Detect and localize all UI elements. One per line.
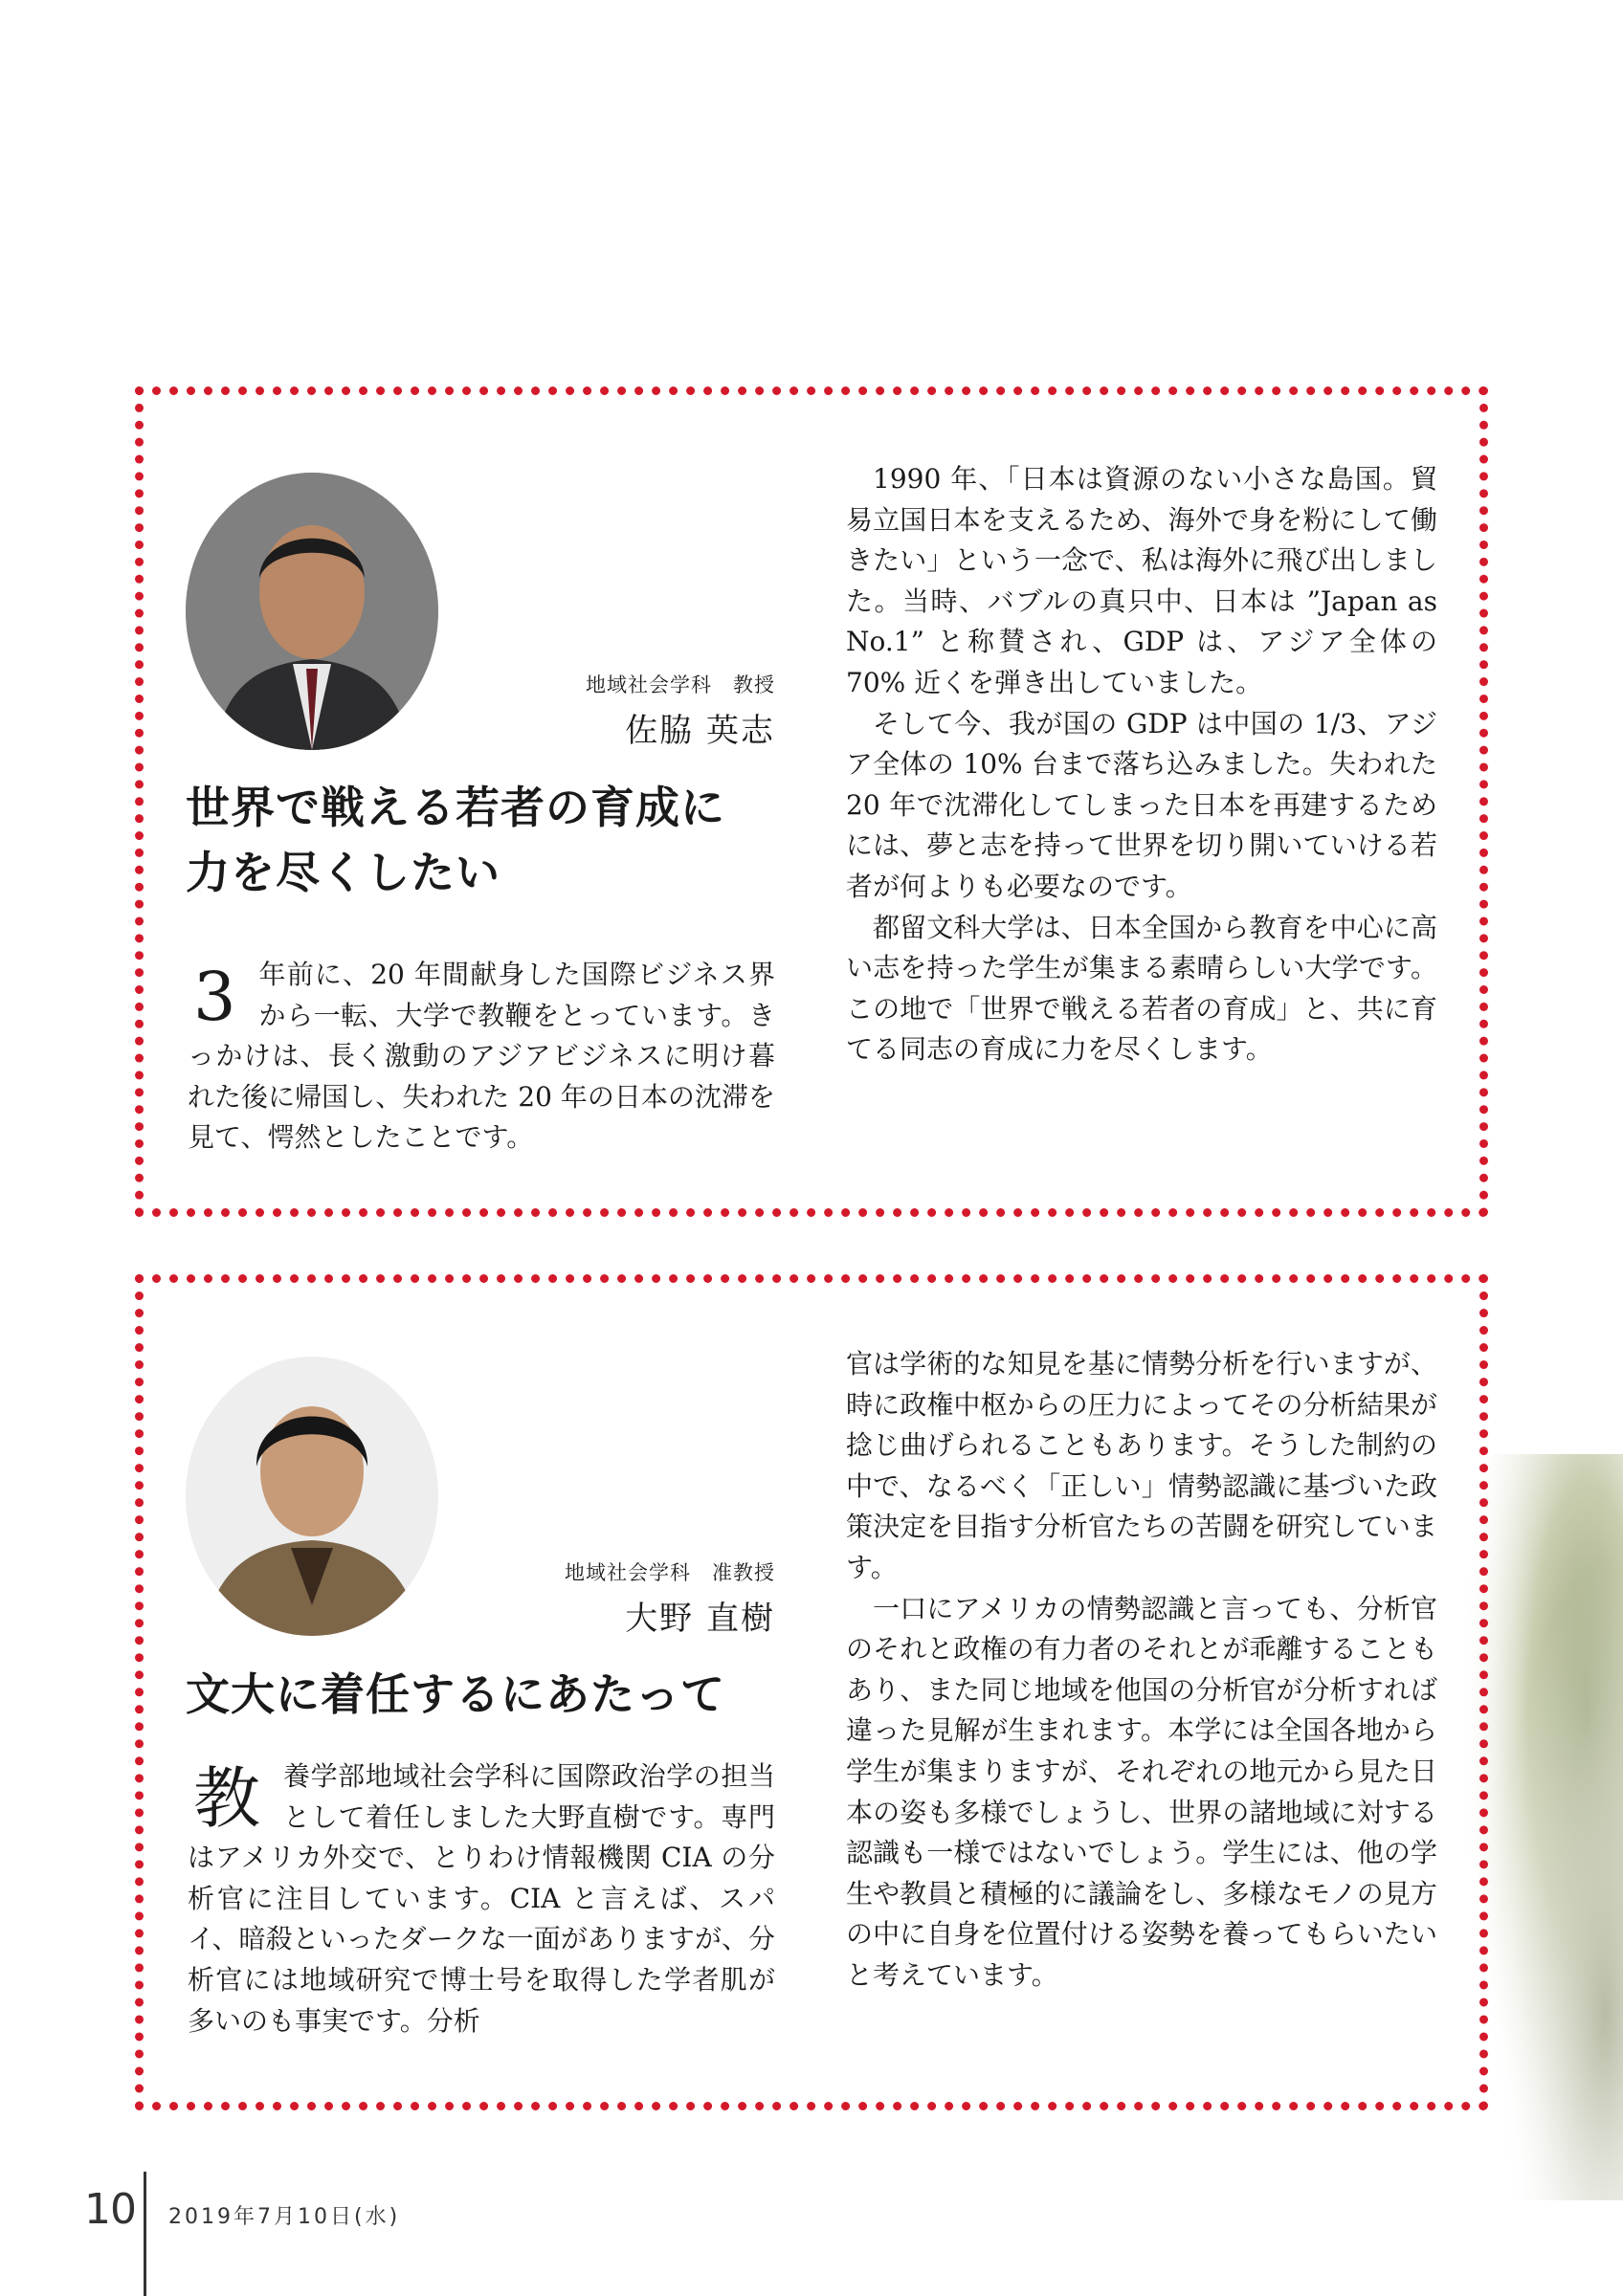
body-paragraph: そして今、我が国の GDP は中国の 1/3、アジア全体の 10% 台まで落ち込みました。失われた 20 年で沈滞化してしまった日本を再建するためには、夢と志を持って世界を切り開いていける若者が何よりも必要なのです。 (846, 707, 1437, 902)
drop-cap: 3 (193, 958, 236, 1036)
headline-line-1: 世界で戦える若者の育成に (186, 782, 725, 833)
body-paragraph: 都留文科大学は、日本全国から教育を中心に高い志を持った学生が集まる素晴らしい大学です。この地で「世界で戦える若者の育成」と、共に育てる同志の育成に力を尽くします。 (846, 911, 1437, 1066)
page-number: 10 (84, 2185, 136, 2234)
body-paragraph: 養学部地域社会学科に国際政治学の担当として着任しました大野直樹です。専門はアメリカ外交で、とりわけ情報機関 CIA の分析官に注目しています。CIA と言えば、スパイ、暗殺といったダークな一面がありますが、分析官には地域研究で博士号を取得した学者肌が多いのも事実です。分析 (188, 1760, 775, 2037)
article-body-right-sawaki (846, 459, 1437, 1071)
author-role-ono: 地域社会学科 准教授 (565, 1561, 775, 1584)
headline-line-2: 力を尽くしたい (186, 847, 500, 898)
article-body-right-ono (846, 1344, 1437, 1997)
author-name-ono: 大野 直樹 (625, 1600, 775, 1638)
article-headline-ono: 文大に着任するにあたって (186, 1668, 725, 1720)
body-paragraph: 1990 年、「日本は資源のない小さな島国。貿易立国日本を支えるため、海外で身を粉にして働きたい」という一念で、私は海外に飛び出しました。当時、バブルの真只中、日本は ”Japan as No.1” と称賛され、GDP は、アジア全体の 70% 近くを弾き出していました。 (846, 463, 1437, 698)
article-body-left-sawaki (188, 955, 775, 1159)
issue-date: 2019年7月10日(水) (168, 2205, 401, 2229)
portrait-photo-ono (186, 1357, 438, 1636)
article-headline-sawaki (186, 775, 798, 905)
drop-cap: 教 (193, 1759, 260, 1838)
portrait-photo-sawaki (186, 473, 438, 750)
article-body-left-ono (188, 1756, 775, 2042)
body-paragraph: 年前に、20 年間献身した国際ビジネス界から一転、大学で教鞭をとっています。きっかけは、長く激動のアジアビジネスに明け暮れた後に帰国し、失われた 20 年の日本の沈滞を見て、愕然としたことです。 (188, 959, 775, 1154)
footer-divider (144, 2172, 146, 2296)
author-name-sawaki: 佐脇 英志 (625, 712, 775, 750)
body-paragraph: 一口にアメリカの情勢認識と言っても、分析官のそれと政権の有力者のそれとが乖離することもあり、また同じ地域を他国の分析官が分析すれば違った見解が生まれます。本学には全国各地から学生が集まりますが、それぞれの地元から見た日本の姿も多様でしょうし、世界の諸地域に対する認識も一様ではないでしょう。学生には、他の学生や教員と積極的に議論をし、多様なモノの見方の中に自身を位置付ける姿勢を養ってもらいたいと考えています。 (846, 1592, 1437, 1991)
body-paragraph: 官は学術的な知見を基に情勢分析を行いますが、時に政権中枢からの圧力によってその分析結果が捻じ曲げられることもあります。そうした制約の中で、なるべく「正しい」情勢認識に基づいた政策決定を目指す分析官たちの苦闘を研究しています。 (846, 1348, 1437, 1583)
author-role-sawaki: 地域社会学科 教授 (586, 673, 775, 696)
